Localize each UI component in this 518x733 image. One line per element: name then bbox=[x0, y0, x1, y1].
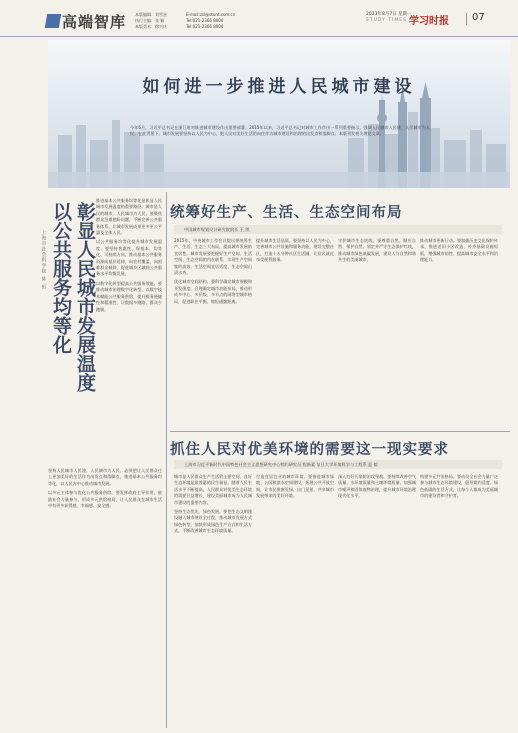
city-skyline-image bbox=[48, 40, 510, 188]
left-article-text-top bbox=[96, 198, 162, 466]
article2-column-2 bbox=[256, 474, 334, 728]
paragraph: 以数字化转型提高公共服务效能。要推动城市治理数字化转型，以数字技术赋能公共服务供给，提升服务便捷性和精准性，让数据多跑路、群众少跑腿。 bbox=[96, 280, 162, 312]
contact-line: Tel:021-2366 8000 bbox=[186, 18, 224, 23]
article2-column-1 bbox=[174, 474, 252, 728]
editor-line: 本版编辑：刘雪星 bbox=[135, 12, 167, 17]
paragraph: 守护城市生态底线。要尊重自然、顺应自然、保护自然，划定并严守生态保护红线，推动城市绿色低碳发展，建设人与自然和谐共生的美丽城市。 bbox=[338, 238, 416, 263]
paragraph: 坚持生态优先、绿色发展。要把生态文明建设融入城市建设全过程，推动城市发展方式绿色转型，加快形成绿色生产方式和生活方式，不断改善城市生态环境质量。 bbox=[174, 509, 252, 534]
article2-title: 抓住人民对优美环境的需要这一现实要求 bbox=[170, 441, 449, 458]
article1-column-4 bbox=[420, 238, 498, 428]
paragraph: 优化城市空间结构。要科学确定城市规模和开发强度，合理确定城市功能布局，推动形成多中心、多层级、多节点的网络型城市格局，促进职住平衡，缩短通勤距离。 bbox=[174, 279, 252, 304]
paragraph: 坚持人民城市人民建，人民城市为人民，必须把让人民群众过上更加美好的生活作为出发点和落脚点，推进基本公共服务均等化，以人民为中心推动城市发展。 bbox=[48, 468, 162, 486]
banner-intro: 今年6月，习近平总书记在浙江时对推进城市建设作出重要部署。2015年以来，习近平总书记对城市工作作出一系列重要指示，强调人民城市人民建、人民城市为人民。在此背景下，城市发展要坚持以人民为中心，把人民对美好生活的向往作为城市建设和治理的出发点和落脚点。本版刊发相关理论文章。 bbox=[130, 125, 430, 137]
paragraph: 推进基本公共服务均等化是彰显人民城市发展温度的重要路径。城市是人民的城市，人民城市为人民。要聚焦群众急难愁盼问题，不断完善公共服务体系，让城市发展成果更多更公平惠及全体人民。 bbox=[96, 198, 162, 236]
contact-line: E-mail:zsl@stunt.com.cn bbox=[186, 12, 236, 17]
section-logo-icon bbox=[45, 14, 61, 28]
section-divider bbox=[170, 431, 510, 432]
article1-column-3 bbox=[338, 238, 416, 428]
paragraph: 打造宜居宜业的城市环境。要推进城市绿地、公园和滨水空间建设，拓展公共开放空间，让市民推窗见绿、出门见景，共享城市发展带来的美好环境。 bbox=[256, 474, 334, 499]
left-article-title: 彰显人民城市发展温度 bbox=[74, 202, 96, 392]
top-banner bbox=[48, 40, 510, 188]
article2-column-4 bbox=[420, 474, 498, 728]
article1-column-1 bbox=[174, 238, 252, 428]
banner-title: 如何进一步推进人民城市建设 bbox=[142, 77, 416, 97]
paragraph: 以公共服务均等化提升城市发展温度。要坚持普惠性、保基本、均等化、可持续方向，推动基本公共服务资源向基层延伸、向农村覆盖、向困难群众倾斜，促进城乡区域间公共服务水平均衡发展。 bbox=[96, 239, 162, 277]
date-subtext: STUDY TIMES bbox=[366, 18, 407, 23]
left-article-text-bottom bbox=[48, 468, 162, 728]
article2-column-3 bbox=[338, 474, 416, 728]
contact-info bbox=[186, 12, 235, 30]
issue-date bbox=[366, 12, 412, 24]
header-divider bbox=[466, 13, 467, 25]
left-article-title-line2: 以公共服务均等化 bbox=[50, 202, 72, 354]
column-divider bbox=[166, 192, 167, 728]
paragraph: 2015年，中央城市工作会议提出要统筹生产、生活、生态三大布局，提高城市发展的宜居性。城市发展要把握好生产空间、生活空间、生态空间的内在联系，实现生产空间集约高效、生活空间宜居适度、生态空间山清水秀。 bbox=[174, 238, 252, 276]
paragraph: 以多元主体参与优化公共服务供给。要发挥政府主导作用，鼓励社会力量参与，形成多元供给格局，让人民群众在城市生活中有更多获得感、幸福感、安全感。 bbox=[48, 490, 162, 509]
editor-line: 执行主编：张 颖 bbox=[135, 18, 165, 23]
page-header bbox=[0, 0, 518, 37]
date-text: 2023年8月7日 星期一 bbox=[366, 12, 412, 17]
editor-info bbox=[135, 12, 167, 30]
article1-author: 中国城市规划设计研究院院长 王 凯 bbox=[174, 225, 502, 234]
paragraph: 城市是人民群众生产生活的主要空间，良好生态环境是最普惠的民生福祉。随着人民生活水平不断提高，人民群众对优美生态环境的需要日益增长，建设美丽城市成为人民城市建设的重要内容。 bbox=[174, 474, 252, 505]
paragraph: 深入打好污染防治攻坚战。要持续改善空气质量、水环境质量和土壤环境质量，加强城市噪声和固体废物治理，提升城市环境治理现代化水平。 bbox=[338, 474, 416, 499]
page-number: 07 bbox=[472, 12, 485, 23]
article2-author: 上海市习近平新时代中国特色社会主义思想研究中心特约研究员 程新素 复旦大学环境科学与工程系 夏 毅 bbox=[174, 460, 502, 469]
paragraph: 推动城市更新行动。要加强历史文化保护传承，推进老旧小区改造，补齐基础设施短板，增强城市韧性，提高城市安全水平和治理能力。 bbox=[420, 238, 498, 263]
left-article-author: 上海市社会科学院 陈 恒 bbox=[41, 230, 46, 290]
paragraph: 构建多元共治格局。要动员全社会力量广泛参与城市生态环境建设，倡导简约适度、绿色低碳的生活方式，让每个人都成为美丽城市的建设者和守护者。 bbox=[420, 474, 498, 499]
editor-line: 本版美术：徐兴庆 bbox=[135, 24, 167, 29]
article1-column-2 bbox=[256, 238, 334, 428]
paragraph: 提升城市生活品质。要坚持以人民为中心，完善城市公共设施和服务功能，建设完整社区，打造十五分钟社区生活圈，让居民就近享受便利服务。 bbox=[256, 238, 334, 263]
section-title: 高端智库 bbox=[62, 13, 127, 31]
article1-title: 统筹好生产、生活、生态空间布局 bbox=[170, 204, 403, 221]
newspaper-brand: 学习时报 bbox=[409, 16, 449, 27]
contact-line: Tel:021-2366 8000 bbox=[186, 24, 224, 29]
